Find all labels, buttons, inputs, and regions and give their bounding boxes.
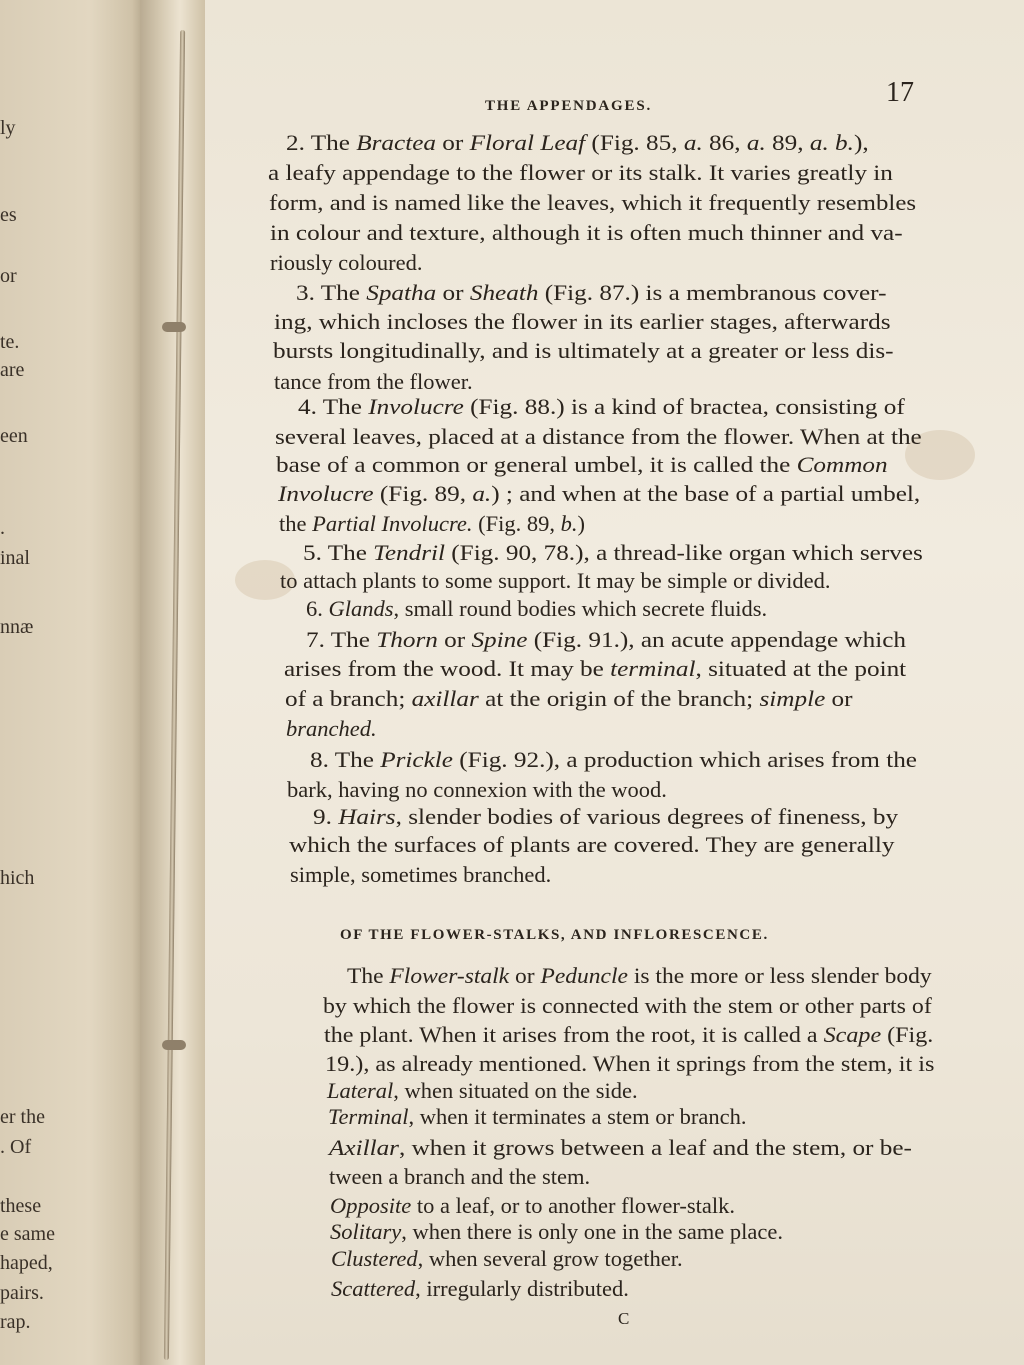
text-line: 4. The Involucre (Fig. 88.) is a kind of bractea, consisting of bbox=[298, 394, 905, 419]
text-line: tween a branch and the stem. bbox=[329, 1164, 591, 1189]
binding-knot bbox=[162, 322, 186, 332]
text-line: form, and is named like the leaves, which it frequently resembles bbox=[269, 190, 917, 215]
running-header: THE APPENDAGES. bbox=[485, 98, 653, 114]
left-page-fragment: es bbox=[0, 204, 17, 226]
text-line: 5. The Tendril (Fig. 90, 78.), a thread-like organ which serves bbox=[303, 540, 923, 565]
text-line: ing, which incloses the flower in its earlier stages, afterwards bbox=[274, 309, 891, 334]
text-line: branched. bbox=[286, 716, 377, 741]
text-line: simple, sometimes branched. bbox=[290, 862, 552, 887]
left-page-fragment: er the bbox=[0, 1106, 45, 1128]
left-page-fragment: ly bbox=[0, 117, 16, 139]
text-line: the Partial Involucre. (Fig. 89, b.) bbox=[279, 511, 586, 536]
text-line: Terminal, when it terminates a stem or branch. bbox=[328, 1104, 747, 1129]
text-line: 7. The Thorn or Spine (Fig. 91.), an acute appendage which bbox=[306, 627, 907, 652]
text-line: Clustered, when several grow together. bbox=[331, 1246, 683, 1271]
text-line: 2. The Bractea or Floral Leaf (Fig. 85, a. 86, a. 89, a. b.), bbox=[286, 130, 869, 155]
text-line: 6. Glands, small round bodies which secrete fluids. bbox=[306, 596, 768, 621]
page-number: 17 bbox=[886, 77, 914, 108]
left-page-fragment: haped, bbox=[0, 1252, 53, 1274]
left-page-fragment: pairs. bbox=[0, 1282, 44, 1304]
text-line: Involucre (Fig. 89, a.) ; and when at the base of a partial umbel, bbox=[278, 481, 921, 506]
left-page-fragment: nnæ bbox=[0, 616, 34, 638]
text-line: The Flower-stalk or Peduncle is the more or less slender body bbox=[347, 963, 932, 988]
signature-mark: C bbox=[618, 1309, 630, 1328]
text-line: base of a common or general umbel, it is called the Common bbox=[276, 452, 888, 477]
text-line: in colour and texture, although it is often much thinner and va- bbox=[270, 220, 903, 245]
text-line: Solitary, when there is only one in the same place. bbox=[330, 1219, 784, 1244]
text-line: Scattered, irregularly distributed. bbox=[331, 1276, 629, 1301]
left-page-fragment: are bbox=[0, 359, 25, 381]
text-line: 3. The Spatha or Sheath (Fig. 87.) is a membranous cover- bbox=[296, 280, 887, 305]
left-page-fragment: e same bbox=[0, 1223, 55, 1245]
text-line: 9. Hairs, slender bodies of various degrees of fineness, by bbox=[313, 804, 899, 829]
text-line: 8. The Prickle (Fig. 92.), a production which arises from the bbox=[310, 747, 918, 772]
left-page-fragment: te. bbox=[0, 331, 20, 353]
left-page-fragment: inal bbox=[0, 547, 30, 569]
text-line: which the surfaces of plants are covered. They are generally bbox=[289, 832, 895, 857]
left-page-fragment: . bbox=[0, 517, 5, 539]
text-line: Opposite to a leaf, or to another flower-stalk. bbox=[330, 1193, 736, 1218]
left-page-fragment: een bbox=[0, 425, 28, 447]
text-line: by which the flower is connected with the stem or other parts of bbox=[323, 993, 932, 1018]
text-line: to attach plants to some support. It may be simple or divided. bbox=[280, 568, 831, 593]
left-page-fragment: rap. bbox=[0, 1311, 31, 1333]
text-line: bursts longitudinally, and is ultimately at a greater or less dis- bbox=[273, 338, 894, 363]
left-facing-page bbox=[0, 0, 150, 1365]
text-line: bark, having no connexion with the wood. bbox=[287, 777, 667, 802]
text-line: riously coloured. bbox=[270, 250, 423, 275]
left-page-fragment: hich bbox=[0, 867, 35, 889]
text-line: a leafy appendage to the flower or its stalk. It varies greatly in bbox=[268, 160, 893, 185]
text-line: Axillar, when it grows between a leaf and the stem, or be- bbox=[329, 1135, 912, 1160]
text-line: tance from the flower. bbox=[274, 369, 473, 394]
left-page-fragment: these bbox=[0, 1195, 42, 1217]
text-line: the plant. When it arises from the root, it is called a Scape (Fig. bbox=[324, 1022, 934, 1047]
text-line: several leaves, placed at a distance from the flower. When at the bbox=[275, 424, 922, 449]
text-line: of a branch; axillar at the origin of the branch; simple or bbox=[285, 686, 853, 711]
section-title: OF THE FLOWER-STALKS, AND INFLORESCENCE. bbox=[340, 927, 769, 943]
left-page-fragment: or bbox=[0, 265, 17, 287]
text-line: 19.), as already mentioned. When it springs from the stem, it is bbox=[325, 1051, 935, 1076]
text-line: Lateral, when situated on the side. bbox=[327, 1078, 638, 1103]
text-line: arises from the wood. It may be terminal, situated at the point bbox=[284, 656, 907, 681]
left-page-fragment: . Of bbox=[0, 1136, 32, 1158]
binding-knot bbox=[162, 1040, 186, 1050]
